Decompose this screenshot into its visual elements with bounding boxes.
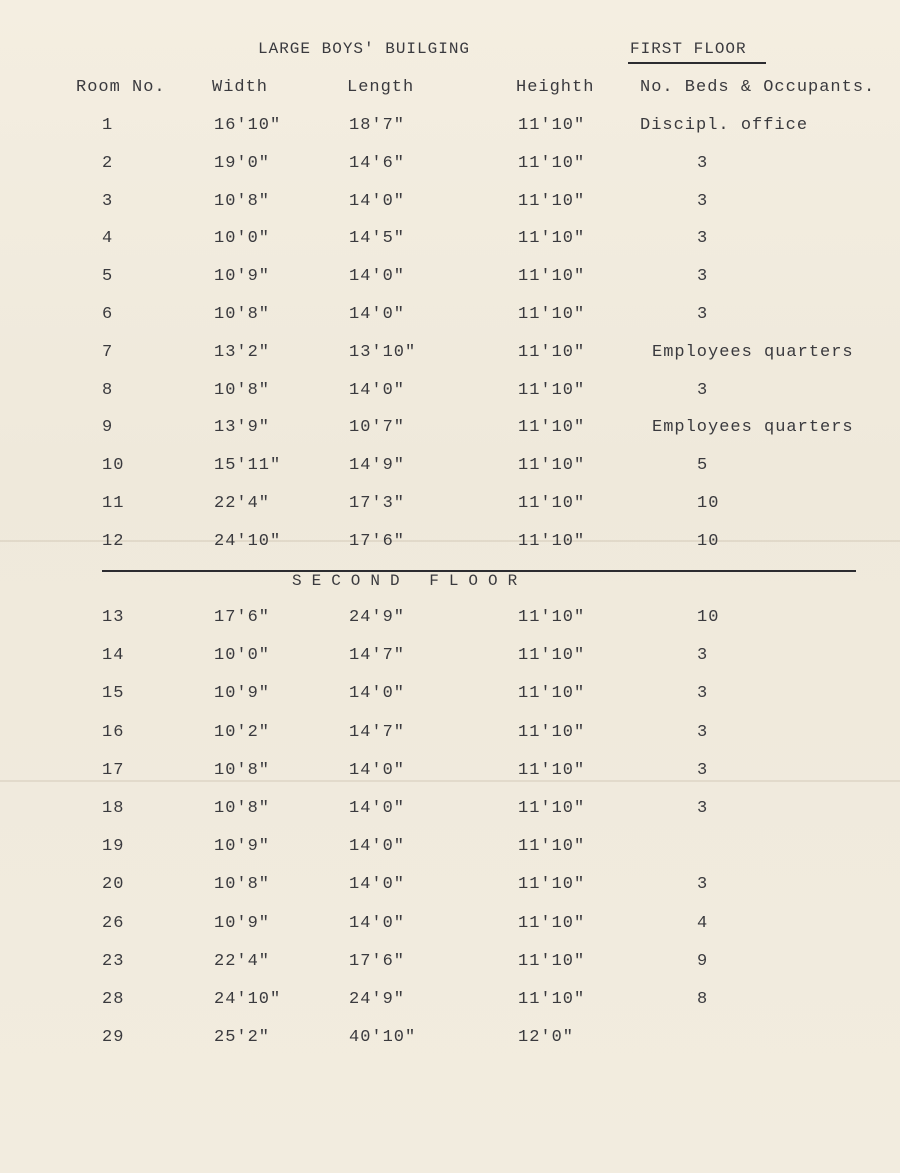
- cell-height: 11'10": [518, 494, 586, 513]
- cell-width: 25'2": [214, 1028, 271, 1048]
- cell-height: 11'10": [518, 913, 586, 933]
- cell-room: 6: [102, 305, 114, 324]
- cell-room: 23: [102, 951, 125, 971]
- cell-room: 5: [102, 267, 114, 287]
- cell-room: 29: [102, 1028, 125, 1048]
- cell-beds: 3: [697, 760, 709, 780]
- header-room: Room No.: [76, 78, 166, 97]
- cell-beds: 3: [697, 305, 709, 324]
- first-floor-label: FIRST FLOOR: [630, 40, 747, 58]
- cell-length: 14'0": [349, 267, 406, 287]
- cell-room: 20: [102, 875, 125, 895]
- header-height: Heighth: [516, 78, 595, 97]
- cell-length: 18'7": [349, 116, 406, 135]
- cell-beds: 3: [697, 191, 709, 211]
- cell-height: 11'10": [518, 153, 586, 173]
- paper-fold: [0, 780, 900, 782]
- cell-height: 11'10": [518, 990, 586, 1009]
- cell-beds: 5: [697, 456, 709, 476]
- cell-length: 14'0": [349, 760, 406, 780]
- cell-width: 10'8": [214, 305, 271, 324]
- cell-length: 24'9": [349, 990, 406, 1009]
- cell-width: 22'4": [214, 494, 271, 513]
- cell-height: 11'10": [518, 380, 586, 400]
- cell-room: 18: [102, 799, 125, 818]
- cell-height: 11'10": [518, 267, 586, 287]
- cell-room: 28: [102, 990, 125, 1009]
- cell-room: 13: [102, 608, 125, 627]
- cell-height: 11'10": [518, 116, 586, 135]
- document-title: LARGE BOYS' BUILGING: [258, 40, 471, 58]
- cell-room: 26: [102, 913, 125, 933]
- cell-beds: 10: [697, 531, 720, 551]
- cell-beds: 3: [697, 153, 709, 173]
- paper-fold: [0, 540, 900, 542]
- cell-room: 2: [102, 153, 114, 173]
- cell-length: 14'0": [349, 684, 406, 704]
- cell-height: 11'10": [518, 608, 586, 627]
- header-length: Length: [347, 78, 415, 97]
- cell-length: 13'10": [349, 342, 417, 362]
- cell-width: 10'0": [214, 646, 271, 666]
- cell-beds: Employees quarters: [652, 418, 854, 438]
- cell-height: 11'10": [518, 837, 586, 857]
- cell-beds: Discipl. office: [640, 116, 809, 135]
- cell-length: 14'0": [349, 380, 406, 400]
- cell-beds: 3: [697, 646, 709, 666]
- cell-width: 10'8": [214, 191, 271, 211]
- cell-length: 17'6": [349, 531, 406, 551]
- cell-width: 10'9": [214, 913, 271, 933]
- header-beds: No. Beds & Occupants.: [640, 78, 876, 97]
- cell-height: 12'0": [518, 1028, 575, 1048]
- cell-height: 11'10": [518, 229, 586, 249]
- cell-length: 14'0": [349, 799, 406, 818]
- cell-length: 14'6": [349, 153, 406, 173]
- cell-width: 10'8": [214, 875, 271, 895]
- cell-height: 11'10": [518, 760, 586, 780]
- cell-length: 14'5": [349, 229, 406, 249]
- cell-room: 15: [102, 684, 125, 704]
- cell-width: 10'8": [214, 380, 271, 400]
- cell-height: 11'10": [518, 531, 586, 551]
- cell-width: 10'8": [214, 799, 271, 818]
- second-floor-label: SECOND FLOOR: [292, 572, 528, 590]
- cell-length: 17'3": [349, 494, 406, 513]
- cell-width: 10'9": [214, 684, 271, 704]
- cell-length: 40'10": [349, 1028, 417, 1048]
- first-floor-underline: [628, 62, 766, 64]
- cell-height: 11'10": [518, 875, 586, 895]
- header-width: Width: [212, 78, 269, 97]
- cell-length: 17'6": [349, 951, 406, 971]
- cell-width: 15'11": [214, 456, 282, 476]
- cell-length: 14'0": [349, 305, 406, 324]
- cell-width: 24'10": [214, 990, 282, 1009]
- cell-room: 17: [102, 760, 125, 780]
- cell-height: 11'10": [518, 191, 586, 211]
- cell-length: 14'7": [349, 646, 406, 666]
- cell-width: 13'9": [214, 418, 271, 438]
- cell-beds: 10: [697, 494, 720, 513]
- cell-height: 11'10": [518, 722, 586, 742]
- cell-room: 10: [102, 456, 125, 476]
- cell-beds: 4: [697, 913, 709, 933]
- cell-beds: Employees quarters: [652, 342, 854, 362]
- cell-length: 14'0": [349, 913, 406, 933]
- cell-beds: 8: [697, 990, 709, 1009]
- cell-beds: 9: [697, 951, 709, 971]
- cell-width: 10'9": [214, 267, 271, 287]
- cell-beds: 3: [697, 875, 709, 895]
- cell-room: 4: [102, 229, 114, 249]
- cell-length: 10'7": [349, 418, 406, 438]
- cell-room: 19: [102, 837, 125, 857]
- cell-room: 11: [102, 494, 125, 513]
- cell-room: 8: [102, 380, 114, 400]
- cell-height: 11'10": [518, 418, 586, 438]
- cell-beds: 3: [697, 229, 709, 249]
- cell-length: 14'7": [349, 722, 406, 742]
- cell-length: 24'9": [349, 608, 406, 627]
- cell-height: 11'10": [518, 684, 586, 704]
- cell-beds: 3: [697, 799, 709, 818]
- cell-width: 16'10": [214, 116, 282, 135]
- cell-width: 10'9": [214, 837, 271, 857]
- cell-width: 19'0": [214, 153, 271, 173]
- cell-height: 11'10": [518, 951, 586, 971]
- cell-width: 13'2": [214, 342, 271, 362]
- cell-width: 10'8": [214, 760, 271, 780]
- cell-length: 14'0": [349, 875, 406, 895]
- cell-room: 1: [102, 116, 114, 135]
- cell-room: 9: [102, 418, 114, 438]
- cell-room: 14: [102, 646, 125, 666]
- cell-beds: 3: [697, 380, 709, 400]
- cell-width: 17'6": [214, 608, 271, 627]
- cell-length: 14'0": [349, 837, 406, 857]
- cell-width: 22'4": [214, 951, 271, 971]
- cell-room: 3: [102, 191, 114, 211]
- cell-beds: 3: [697, 267, 709, 287]
- cell-room: 12: [102, 531, 125, 551]
- cell-beds: 10: [697, 608, 720, 627]
- cell-width: 10'0": [214, 229, 271, 249]
- cell-length: 14'0": [349, 191, 406, 211]
- cell-height: 11'10": [518, 342, 586, 362]
- cell-height: 11'10": [518, 456, 586, 476]
- cell-length: 14'9": [349, 456, 406, 476]
- cell-width: 24'10": [214, 531, 282, 551]
- cell-beds: 3: [697, 722, 709, 742]
- cell-beds: 3: [697, 684, 709, 704]
- cell-height: 11'10": [518, 646, 586, 666]
- cell-height: 11'10": [518, 305, 586, 324]
- cell-room: 7: [102, 342, 114, 362]
- cell-height: 11'10": [518, 799, 586, 818]
- cell-room: 16: [102, 722, 125, 742]
- cell-width: 10'2": [214, 722, 271, 742]
